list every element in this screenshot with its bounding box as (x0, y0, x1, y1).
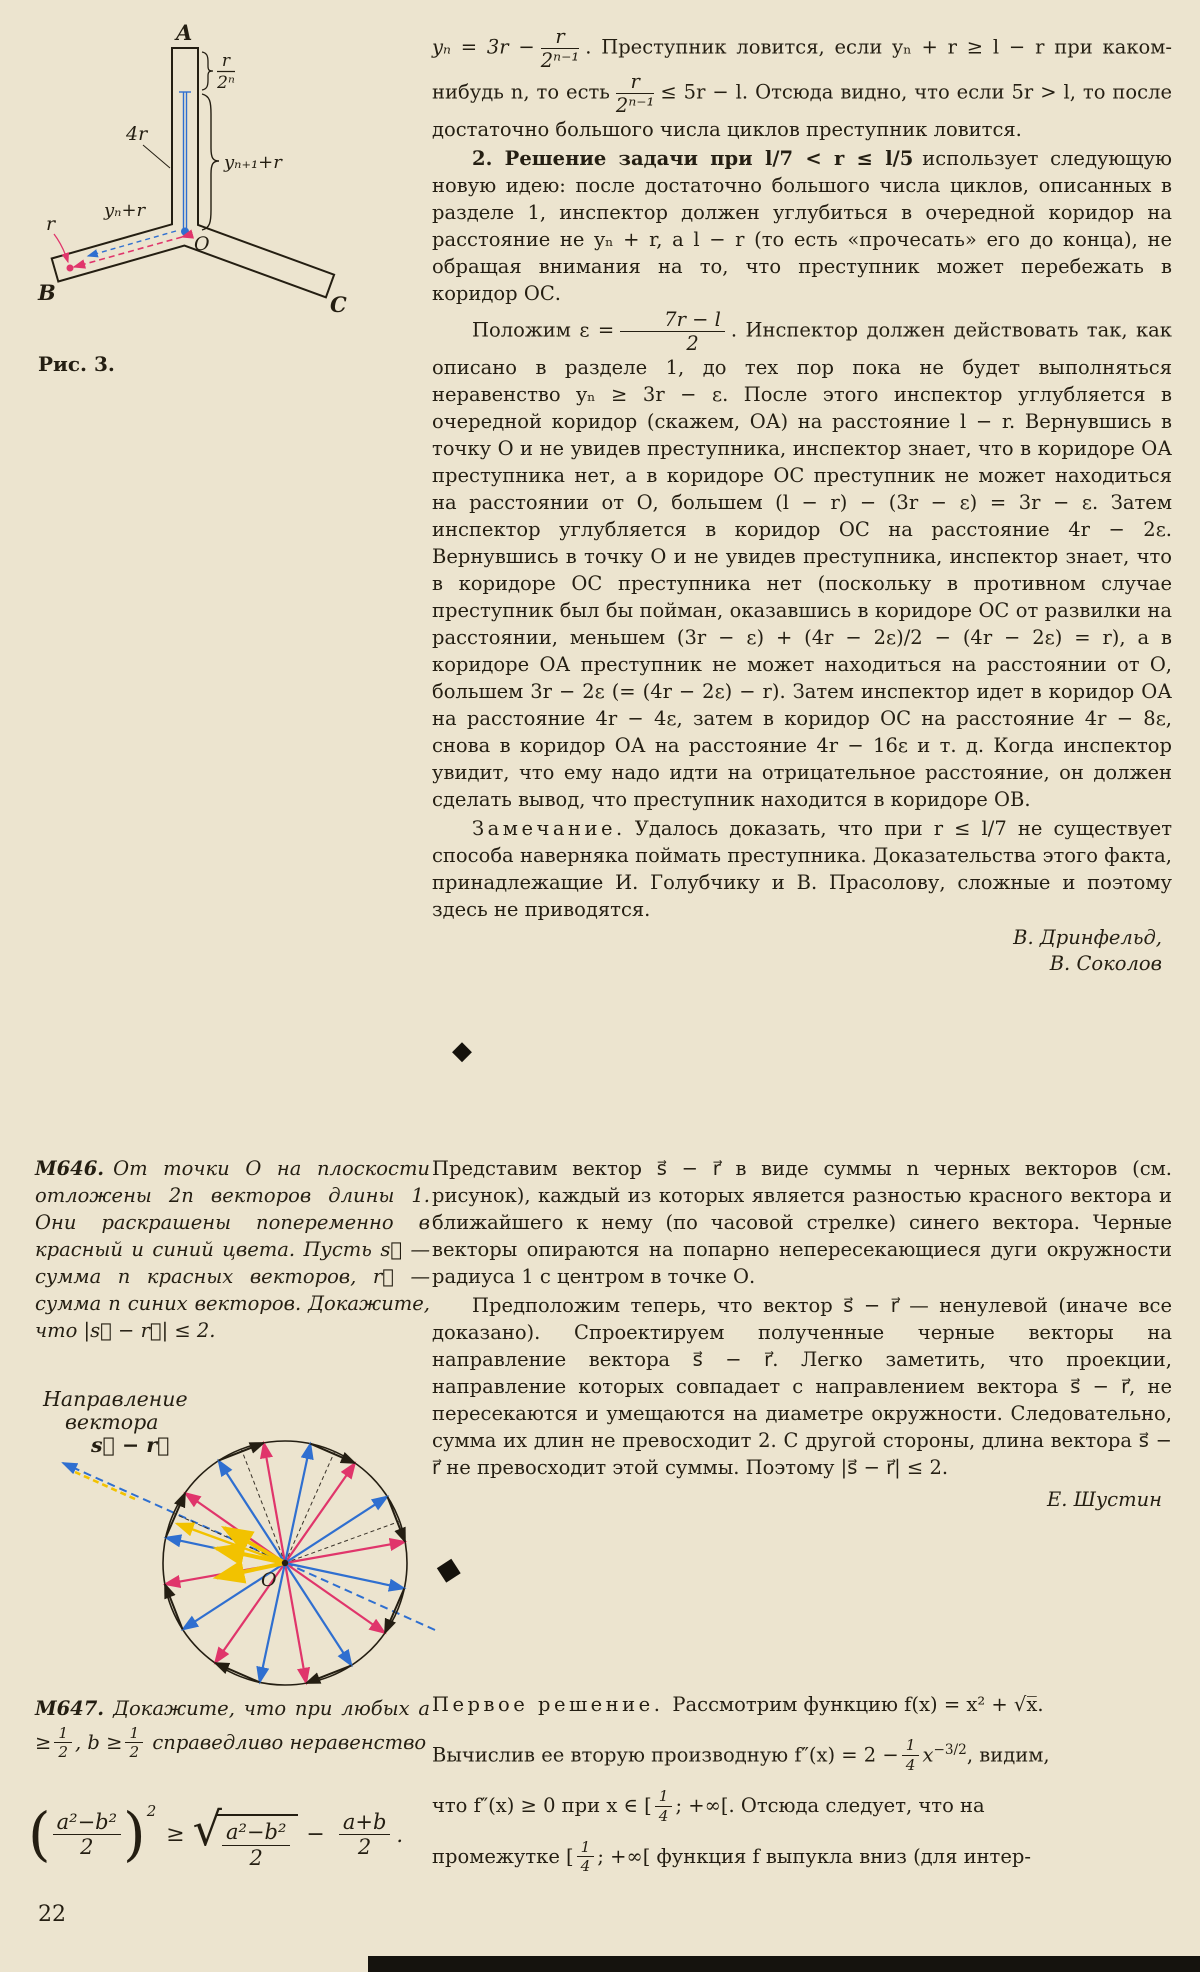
fraction: $\frac{\text{a²−b²}}{2}$ (222, 1821, 290, 1869)
problem-text: Докажите, что при любых a ≥ (35, 1697, 430, 1755)
direction-label-line1: Направление (43, 1387, 188, 1411)
problem-text: , b ≥ (75, 1731, 123, 1755)
radical-sign: √ (192, 1802, 222, 1856)
paragraph-section2 (432, 145, 1172, 307)
paragraph-sol2: Предположим теперь, что вектор s⃗ − r⃗ — ненулевой (иначе все доказано). Спроектируем полученные черные векторы на направление вектора s⃗ − r⃗. Легко заметить, что проекции, направление которых совпадает с направлением вектора s⃗ − r⃗, не пересекаются и умещаются на диаметре окружности. Следовательно, сумма их длин не превосходит 2. С другой стороны, длина вектора s⃗ − r⃗ не превосходит этой суммы. Поэтому |s⃗ − r⃗| ≤ 2. (432, 1294, 1172, 1479)
fraction: $\frac{7r - l}{2}$ (620, 309, 725, 354)
small-brace (202, 52, 213, 90)
solution-text: ; +∞[ функция f выпукла вниз (для интер- (597, 1845, 1031, 1869)
label-b: B (38, 280, 56, 305)
problem-text: справедливо неравенство (152, 1731, 427, 1755)
radicand (217, 1814, 298, 1869)
fraction: $\frac{r}{\text{2ⁿ⁻¹}}$ (540, 25, 580, 73)
inequality-sign: ≥ (166, 1822, 185, 1848)
label-4r-leader (143, 145, 170, 168)
label-c: C (330, 292, 347, 317)
center-dot (282, 1560, 288, 1566)
problem-m647 (35, 1692, 430, 1763)
problem-number: М646. (35, 1157, 105, 1180)
solution-line4 (432, 1839, 1180, 1875)
label-yn-r: yₙ+r (104, 200, 146, 221)
exponent: 2 (146, 1802, 157, 1820)
fraction: $\frac{1}{2}$ (125, 1725, 143, 1761)
solution-text: ; +∞[. Отсюда следует, что на (675, 1794, 985, 1818)
m647-formula (28, 1800, 430, 1869)
paragraph-text: ≤ 5r − l. Отсюда видно, что если 5r > l, то после достаточно большого числа циклов преступник ловится. (432, 80, 1173, 142)
signature-shustin: Е. Шустин (1046, 1488, 1162, 1511)
paragraph-text: . Преступник ловится, если yₙ + r ≥ l − r при каком-нибудь n, то есть (432, 35, 1172, 104)
big-brace (202, 94, 219, 230)
paragraph-epsilon (432, 309, 1172, 813)
solution-text: Рассмотрим функцию f(x) = x² + √x̅. (672, 1693, 1044, 1716)
math-pre: yₙ = 3r − (432, 35, 535, 59)
label-o: O (194, 233, 210, 255)
label-a: A (176, 20, 193, 45)
paragraph-text: Положим ε = (472, 318, 615, 342)
solution-m646 (432, 1155, 1172, 1513)
variable-x: x (922, 1743, 934, 1767)
frac-r-num: r (221, 51, 231, 71)
inspector-dot (181, 228, 189, 236)
remark-lead: Замечание. (472, 817, 626, 841)
signature-block (432, 925, 1172, 977)
direction-label-vector: s⃗ − r⃗ (91, 1433, 170, 1457)
figure-corridor-diagram (30, 18, 415, 343)
problem-statement (35, 1692, 430, 1761)
fraction: $\frac{a+b}{2}$ (339, 1811, 391, 1859)
label-o-center: O (261, 1569, 277, 1591)
label-yn1-r: yₙ₊₁+r (224, 152, 282, 173)
solution-text: промежутке [ (432, 1845, 574, 1869)
bottom-scan-edge (368, 1956, 1200, 1972)
solution-m647 (432, 1690, 1180, 1890)
author-name: В. Дринфельд, (1013, 926, 1162, 950)
vectors-svg (35, 1388, 465, 1700)
problem-statement (35, 1155, 430, 1344)
paragraph-yn-formula (432, 26, 1172, 143)
problem-m646 (35, 1155, 430, 1346)
solution-text: Вычислив ее вторую производную f″(x) = 2 − (432, 1743, 899, 1767)
solution-line3 (432, 1788, 1180, 1824)
fraction: $\frac{r}{\text{2ⁿ⁻¹}}$ (615, 70, 655, 118)
solution-column-top (432, 26, 1172, 977)
figure-vectors-circle (35, 1388, 465, 1700)
corridor-svg (30, 18, 415, 343)
paragraph-remark (432, 815, 1172, 923)
problem-text: От точки О на плоскости отложены 2n векторов длины 1. Они раскрашены попеременно в красный и синий цвета. Пусть s⃗ — сумма n красных векторов, r⃗ — сумма n синих векторов. Докажите, что |s⃗ − r⃗| ≤ 2. (35, 1157, 430, 1342)
solution-line1 (432, 1690, 1180, 1720)
solution-text: что f″(x) ≥ 0 при x ∈ [ (432, 1794, 652, 1818)
fraction: $\frac{1}{4}$ (902, 1737, 920, 1773)
solution-lead: Первое решение. (432, 1693, 664, 1716)
fraction: $\frac{\text{a²−b²}}{2}$ (53, 1811, 121, 1859)
paragraph-text: использует следующую новую идею: после достаточно большого числа циклов, описанных в разделе 1, инспектор должен углубиться в очередной коридор на расстояние не yₙ + r, а l − r (то есть «прочесать» его до конца), не обращая внимания на то, что преступник может перебежать в коридор ОС. (432, 147, 1172, 306)
minus-sign: − (306, 1822, 325, 1848)
fraction: $\frac{1}{2}$ (54, 1725, 72, 1761)
page-number: 22 (38, 1902, 66, 1927)
problem-number: М647. (35, 1697, 105, 1720)
period: . (396, 1822, 404, 1847)
solution-text: , видим, (966, 1743, 1050, 1767)
author-name: В. Соколов (1049, 952, 1162, 976)
open-paren: ( (28, 1800, 51, 1869)
solution-line2 (432, 1735, 1180, 1773)
paragraph-text: . Инспектор должен действовать так, как описано в разделе 1, до тех пор пока не будет выполняться неравенство yₙ ≥ 3r − ε. После этого инспектор углубляется в очередной коридор (скажем, ОА) на расстояние l − r. Вернувшись в точку О и не увидев преступника, инспектор знает, что в коридоре ОА преступника нет, а в коридоре ОС преступник не может находиться на расстоянии от О, большем (l − r) − (3r − ε) = 3r − ε. Затем инспектор углубляется в коридор ОС на расстояние 4r − 2ε. Вернувшись в точку О и не увидев преступника, инспектор знает, что в коридоре ОС преступника нет (поскольку в противном случае преступник был бы пойман, оказавшись в коридоре ОС от развилки на расстоянии, меньшем (3r − ε) + (4r − 2ε)/2 − (4r − 2ε) = r), а в коридоре ОА преступник не может находиться на расстоянии от О, большем 3r − 2ε (= (4r − 2ε) − r). Затем инспектор идет в коридор ОА на расстояние 4r − 4ε, затем в коридор ОС на расстояние 4r − 8ε, снова в коридор ОА на расстояние 4r − 16ε и т. д. Когда инспектор увидит, что ему надо идти на отрицательное расстояние, он должен сделать вывод, что преступник находится в коридоре ОВ. (432, 318, 1172, 812)
corridor-outline (52, 48, 334, 297)
label-r: r (46, 213, 56, 235)
section-divider-icon: ◆ (433, 1546, 466, 1590)
criminal-dot (67, 265, 74, 272)
direction-dashed-yellow (75, 1472, 135, 1499)
paragraph-sol1: Представим вектор s⃗ − r⃗ в виде суммы n черных векторов (см. рисунок), каждый из которых является разностью красного вектора и ближайшего к нему (по часовой стрелке) синего вектора. Черные векторы опираются на попарно непересекающиеся дуги окружности радиуса 1 с центром в точке О. (432, 1157, 1172, 1288)
exponent: −3/2 (933, 1742, 967, 1758)
label-4r: 4r (126, 123, 148, 145)
frac-r-den: 2ⁿ (217, 73, 235, 93)
square-root (193, 1800, 299, 1869)
fraction: $\frac{1}{4}$ (655, 1788, 673, 1824)
paragraph-text: Удалось доказать, что при r ≤ l/7 не существует способа наверняка поймать преступника. Доказательства этого факта, принадлежащие И. Голубчику и В. Прасолову, сложные и поэтому здесь не приводятся. (432, 817, 1172, 922)
section-lead-bold: 2. Решение задачи при l/7 < r ≤ l/5 (472, 147, 914, 171)
fraction: $\frac{1}{4}$ (577, 1839, 595, 1875)
figure-caption: Рис. 3. (38, 352, 115, 376)
direction-label-line2: вектора (65, 1410, 159, 1434)
section-divider-icon: ◆ (452, 1036, 472, 1066)
close-paren: ) (123, 1800, 146, 1869)
